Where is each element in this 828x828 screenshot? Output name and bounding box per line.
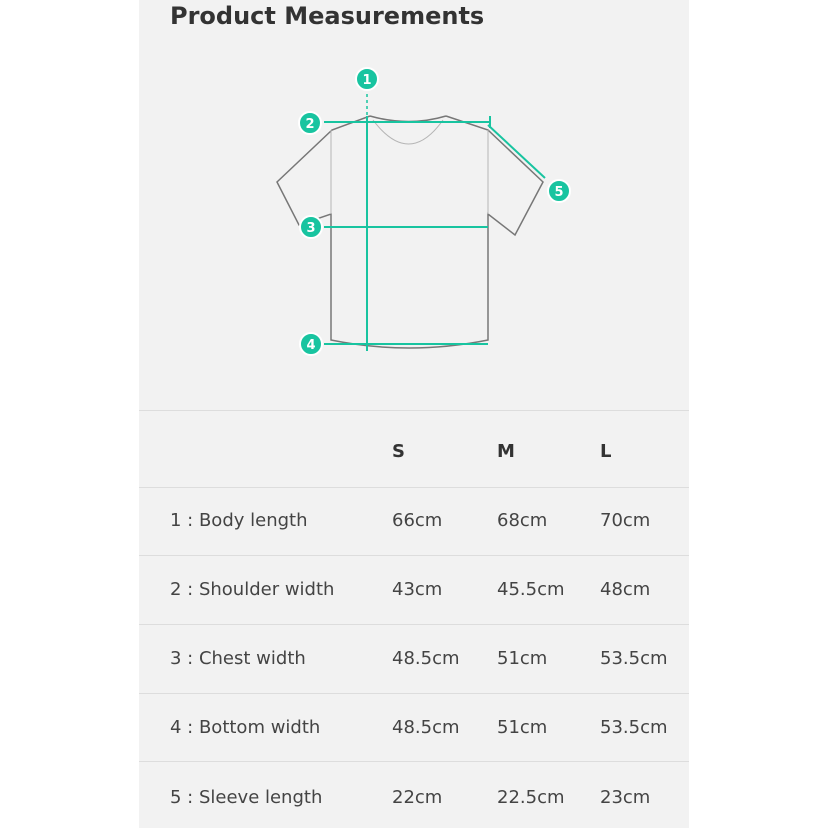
value-m: 45.5cm bbox=[497, 579, 565, 600]
column-header-l: L bbox=[600, 441, 612, 462]
measurements-panel bbox=[139, 0, 689, 828]
svg-text:5: 5 bbox=[554, 185, 564, 200]
marker-2 bbox=[299, 112, 321, 134]
value-l: 70cm bbox=[600, 510, 651, 531]
svg-text:2: 2 bbox=[305, 117, 315, 132]
row-label: 4 : Bottom width bbox=[170, 717, 321, 738]
value-s: 48.5cm bbox=[392, 648, 460, 669]
svg-text:1: 1 bbox=[362, 73, 372, 88]
value-m: 51cm bbox=[497, 648, 548, 669]
value-m: 22.5cm bbox=[497, 787, 565, 808]
page-title: Product Measurements bbox=[170, 2, 485, 30]
marker-5 bbox=[548, 180, 570, 202]
table-divider bbox=[139, 487, 689, 488]
row-label: 3 : Chest width bbox=[170, 648, 306, 669]
tshirt-measurement-diagram bbox=[139, 50, 689, 370]
column-header-m: M bbox=[497, 441, 515, 462]
value-s: 43cm bbox=[392, 579, 443, 600]
value-l: 48cm bbox=[600, 579, 651, 600]
table-divider bbox=[139, 693, 689, 694]
row-label: 2 : Shoulder width bbox=[170, 579, 335, 600]
svg-text:3: 3 bbox=[306, 221, 316, 236]
row-label: 1 : Body length bbox=[170, 510, 308, 531]
tshirt-neckline bbox=[373, 120, 443, 144]
table-divider bbox=[139, 555, 689, 556]
value-m: 51cm bbox=[497, 717, 548, 738]
value-l: 53.5cm bbox=[600, 717, 668, 738]
marker-4 bbox=[300, 333, 322, 355]
value-m: 68cm bbox=[497, 510, 548, 531]
svg-text:4: 4 bbox=[306, 338, 316, 353]
value-s: 22cm bbox=[392, 787, 443, 808]
value-l: 23cm bbox=[600, 787, 651, 808]
row-label: 5 : Sleeve length bbox=[170, 787, 323, 808]
sleeve-length-line bbox=[488, 125, 545, 178]
value-l: 53.5cm bbox=[600, 648, 668, 669]
column-header-s: S bbox=[392, 441, 405, 462]
value-s: 66cm bbox=[392, 510, 443, 531]
marker-1 bbox=[356, 68, 378, 90]
table-divider bbox=[139, 410, 689, 411]
table-divider bbox=[139, 761, 689, 762]
tshirt-collar bbox=[370, 116, 446, 122]
marker-3 bbox=[300, 216, 322, 238]
value-s: 48.5cm bbox=[392, 717, 460, 738]
table-divider bbox=[139, 624, 689, 625]
